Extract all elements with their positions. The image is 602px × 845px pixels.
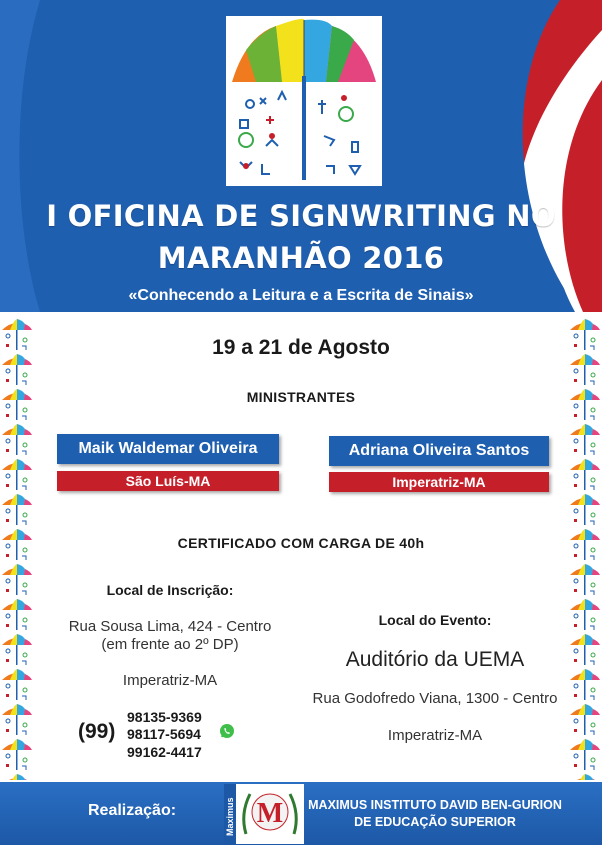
registration-address-line1: Rua Sousa Lima, 424 - Centro bbox=[68, 618, 272, 635]
ministrante-1-city: São Luís-MA bbox=[57, 471, 279, 491]
registration-address-line2: (em frente ao 2º DP) bbox=[101, 636, 239, 653]
logo-side-text: Maximus bbox=[225, 797, 235, 836]
venue-city: Imperatriz-MA bbox=[387, 727, 483, 744]
institution-name-line1: MAXIMUS INSTITUTO DAVID BEN-GURION bbox=[308, 798, 562, 812]
ministrantes-heading: MINISTRANTES bbox=[246, 389, 356, 405]
venue-label: Local do Evento: bbox=[378, 612, 492, 628]
footer-bar bbox=[0, 782, 602, 845]
venue-address: Rua Godofredo Viana, 1300 - Centro bbox=[312, 690, 558, 707]
title-line-2: MARANHÃO 2016 bbox=[157, 241, 445, 275]
venue-name: Auditório da UEMA bbox=[345, 648, 525, 671]
ministrante-2-city: Imperatriz-MA bbox=[329, 472, 549, 492]
institution-name-line2: DE EDUCAÇÃO SUPERIOR bbox=[354, 815, 516, 829]
header-banner bbox=[0, 0, 602, 312]
whatsapp-icon bbox=[219, 723, 235, 739]
certificate-info: CERTIFICADO COM CARGA DE 40h bbox=[177, 535, 425, 551]
ministrante-2-name: Adriana Oliveira Santos bbox=[329, 436, 549, 466]
logo-letter: M bbox=[256, 798, 284, 829]
phone-number-2: 98117-5694 bbox=[127, 726, 201, 742]
ministrante-1-name: Maik Waldemar Oliveira bbox=[57, 434, 279, 464]
signwriting-umbrella-logo bbox=[226, 16, 382, 186]
registration-label: Local de Inscrição: bbox=[106, 582, 234, 598]
phone-number-3: 99162-4417 bbox=[127, 744, 202, 760]
area-code: (99) bbox=[78, 720, 116, 743]
registration-city: Imperatriz-MA bbox=[122, 672, 218, 689]
event-dates: 19 a 21 de Agosto bbox=[212, 336, 390, 359]
maximus-logo bbox=[224, 784, 304, 844]
phone-number-1: 98135-9369 bbox=[127, 709, 202, 725]
title-line-1: I OFICINA DE SIGNWRITING NO bbox=[46, 199, 556, 233]
subtitle: «Conhecendo a Leitura e a Escrita de Sinais» bbox=[128, 287, 474, 304]
realizacao-label: Realização: bbox=[88, 802, 177, 819]
